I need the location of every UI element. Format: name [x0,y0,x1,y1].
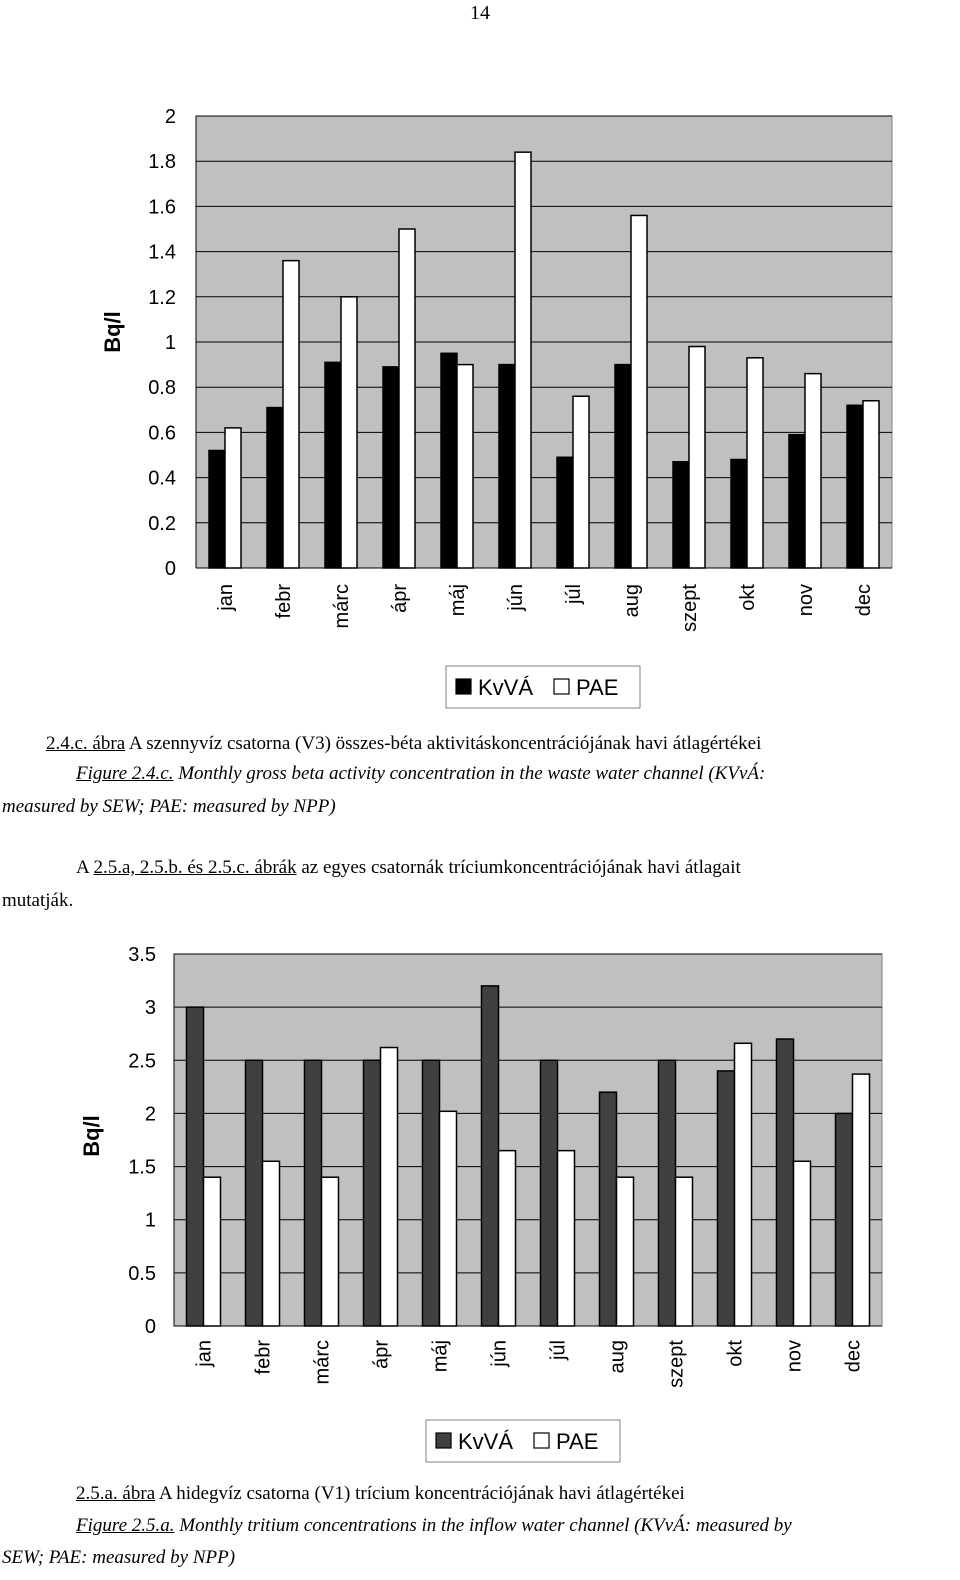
x-tick-label: jún [505,584,527,611]
paragraph-line2: mutatják. [2,890,74,911]
y-tick-label: 1.4 [148,241,176,264]
bar-pae [204,1177,221,1326]
y-tick-label: 2 [164,106,176,128]
caption-text-hu: A hidegvíz csatorna (V1) trícium koncentrációjának havi átlagértékei [155,1483,685,1504]
y-tick-label: 3.5 [128,944,156,966]
legend-label: KvVÁ [458,1429,514,1454]
y-tick-label: 1.5 [128,1156,156,1179]
caption-en-2 [76,1514,792,1538]
x-tick-label: júl [547,1340,570,1361]
x-tick-label: szept [665,1340,688,1388]
bar-pae [457,365,473,568]
bar-kvva [383,367,399,568]
legend-label: PAE [576,675,619,700]
bar-kvva [541,1060,558,1326]
caption-text-hu: A szennyvíz csatorna (V3) összes-béta aktivitáskoncentrációjának havi átlagértékei [125,733,762,754]
bar-kvva [423,1060,440,1326]
bar-kvva [777,1039,794,1326]
bar-pae [322,1177,339,1326]
x-tick-label: okt [724,1340,747,1367]
legend-swatch-kvva [456,679,471,694]
x-tick-label: máj [447,584,469,617]
x-tick-label: ápr [370,1340,393,1369]
bar-kvva [325,362,341,568]
figure-ref-hu: 2.5.a. ábra [76,1483,156,1504]
bar-kvva [267,408,283,568]
bar-pae [676,1177,693,1326]
bar-kvva [441,353,457,568]
y-tick-label: 0 [164,558,176,580]
y-tick-label: 0 [144,1316,156,1338]
y-tick-label: 1.6 [148,196,176,219]
legend-swatch-pae [554,679,569,694]
paragraph-line1 [76,856,741,880]
y-tick-label: 2 [144,1103,156,1126]
bar-kvva [482,986,499,1326]
x-tick-label: márc [311,1340,334,1385]
bar-pae [515,152,531,568]
bar-pae [863,401,879,568]
paragraph-lead: A [76,857,94,878]
y-tick-label: 1.2 [148,286,176,309]
y-axis-label: Bq/l [100,311,125,353]
bar-pae [440,1111,457,1326]
legend-swatch-kvva [436,1433,451,1448]
caption-en-1-line2: measured by SEW; PAE: measured by NPP) [2,796,336,817]
bar-kvva [847,405,863,568]
y-tick-label: 0.2 [148,512,176,535]
bar-pae [283,261,299,568]
bar-pae [617,1177,634,1326]
bar-pae [735,1043,752,1326]
legend-label: KvVÁ [478,675,534,700]
bar-pae [805,374,821,568]
bar-kvva [557,457,573,568]
bar-kvva [673,462,689,568]
paragraph-rest: az egyes csatornák tríciumkoncentrációjának havi átlagait [296,857,741,878]
x-tick-label: jan [193,1340,216,1367]
bar-kvva [836,1113,853,1326]
bar-kvva [731,460,747,568]
bar-pae [631,215,647,568]
x-tick-label: dec [853,584,875,617]
bar-kvva [789,435,805,568]
bar-pae [558,1151,575,1326]
figure-ref-en: Figure 2.4.c. [76,763,174,784]
legend-label: PAE [556,1429,599,1454]
bar-kvva [187,1007,204,1326]
bar-pae [794,1161,811,1326]
bar-kvva [659,1060,676,1326]
bar-kvva [364,1060,381,1326]
figure-ref-hu: 2.4.c. ábra [46,733,126,754]
y-tick-label: 0.5 [128,1262,156,1285]
bar-pae [853,1074,870,1326]
y-tick-label: 1 [144,1209,156,1232]
figure-refs: 2.5.a, 2.5.b. és 2.5.c. ábrák [93,857,297,878]
y-tick-label: 3 [144,997,156,1020]
x-tick-label: márc [331,584,353,629]
bar-kvva [209,450,225,568]
caption-text-en: Monthly tritium concentrations in the inflow water channel (KVvÁ: measured by [174,1515,792,1536]
bar-pae [263,1161,280,1326]
caption-en-2-line2: SEW; PAE: measured by NPP) [2,1547,236,1568]
bar-pae [381,1048,398,1326]
y-axis-label: Bq/l [79,1115,104,1157]
x-tick-label: febr [252,1340,275,1375]
bar-kvva [499,365,515,568]
caption-hu-1 [46,732,761,756]
y-tick-label: 0.4 [148,467,176,490]
caption-en-1 [76,762,765,786]
bar-pae [225,428,241,568]
x-tick-label: júl [563,584,585,605]
bar-pae [499,1151,516,1326]
x-tick-label: szept [679,584,701,632]
x-tick-label: dec [842,1340,865,1373]
bar-kvva [305,1060,322,1326]
bar-kvva [615,365,631,568]
figure-ref-en: Figure 2.5.a. [76,1515,175,1536]
bar-kvva [246,1060,263,1326]
bar-kvva [600,1092,617,1326]
bar-pae [573,396,589,568]
x-tick-label: nov [783,1340,806,1373]
bar-pae [399,229,415,568]
chart-gross-beta [100,106,892,708]
x-tick-label: aug [606,1340,629,1374]
caption-text-en: Monthly gross beta activity concentration in the waste water channel (KVvÁ: [173,763,766,784]
x-tick-label: okt [737,584,759,611]
legend-swatch-pae [534,1433,549,1448]
x-tick-label: jún [488,1340,511,1367]
y-tick-label: 0.6 [148,422,176,445]
y-tick-label: 0.8 [148,377,176,400]
x-tick-label: ápr [389,584,411,613]
x-tick-label: febr [273,584,295,619]
y-tick-label: 2.5 [128,1050,156,1073]
chart-tritium [79,944,882,1462]
bar-pae [747,358,763,568]
bar-kvva [718,1071,735,1326]
x-tick-label: aug [621,584,643,618]
caption-hu-2 [76,1482,685,1506]
page-number: 14 [470,2,490,24]
y-tick-label: 1.8 [148,151,176,174]
x-tick-label: jan [215,584,237,611]
x-tick-label: nov [795,584,817,617]
x-tick-label: máj [429,1340,452,1373]
bar-pae [689,347,705,568]
y-tick-label: 1 [164,332,176,354]
bar-pae [341,297,357,568]
